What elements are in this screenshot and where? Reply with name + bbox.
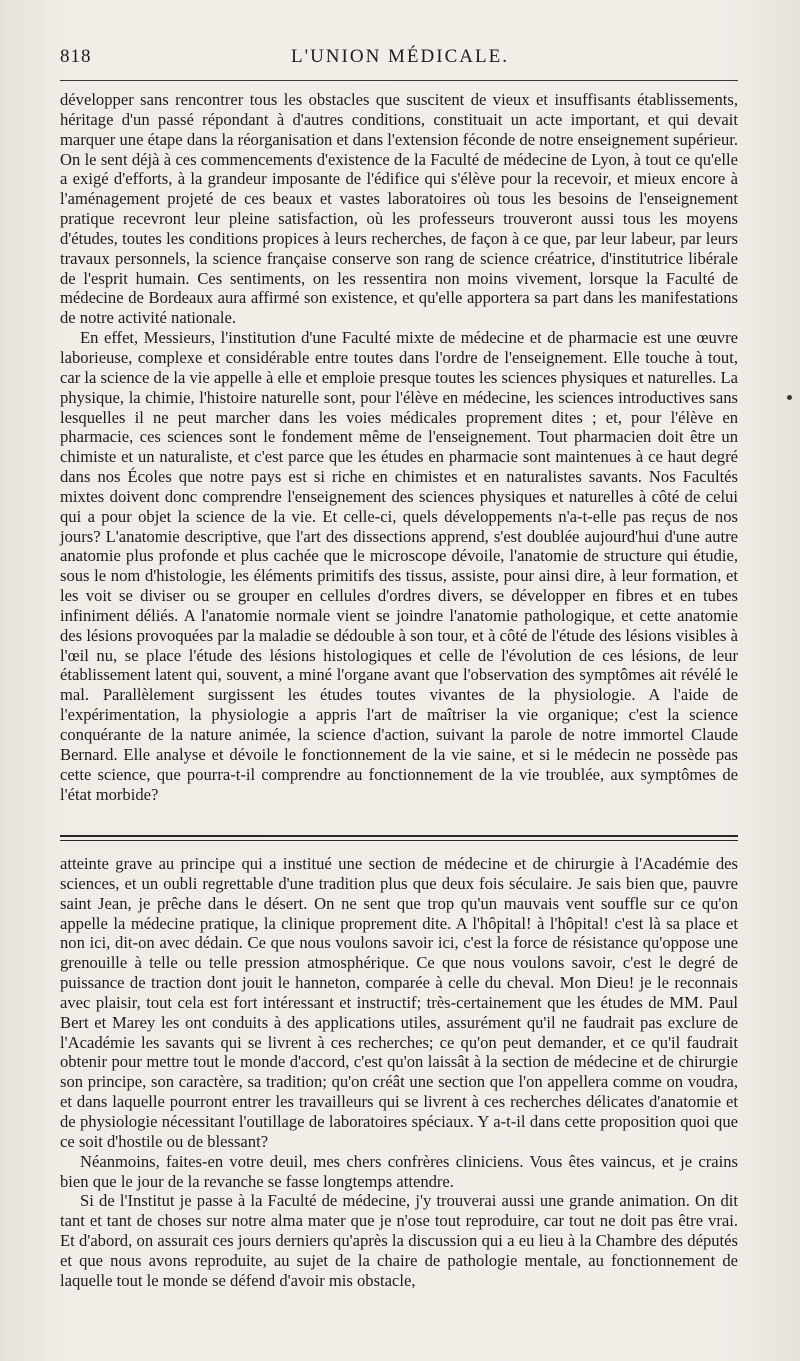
header-rule: [60, 80, 738, 81]
section-divider: [60, 835, 738, 844]
running-title: L'UNION MÉDICALE.: [291, 46, 509, 67]
paragraph: atteinte grave au principe qui a institué une section de médecine et de chirurgie à l'Académie des sciences, et un oubli regrettable d'une tradition plus que deux fois séculaire. Je sais bien que, pauvre saint Jean, je prêche dans le désert. On ne sent que trop qu'un mauvais vent souffle sur ce qu'on appelle la médecine pratique, la clinique proprement dite. A l'hôpital! à l'hôpital! c'est là sa place et non ici, dit-on avec dédain. Ce que nous voulons savoir ici, c'est la force de résistance qu'oppose une grenouille à telle ou telle pression atmosphérique. Ce que nous voulons savoir, c'est le degré de puissance de traction dont jouit le hanneton, comparée à celle du cheval. Mon Dieu! je le reconnais avec plaisir, tout cela est fort intéressant et instructif; très-certainement que les études de MM. Paul Bert et Marey les ont conduits à des applications utiles, assurément qu'il ne faudrait pas exclure de l'Académie les savants qui se livrent à ces recherches; ce qu'on peut demander, et ce qu'il faudrait obtenir pour mettre tout le monde d'accord, c'est qu'on laissât à la section de médecine et de chirurgie son principe, son caractère, sa tradition; qu'on créât une section que l'on appellera comme on voudra, et dans laquelle pourront entrer les travailleurs qui se livrent à ces recherches délicates d'anatomie et de physiologie nécessitant l'outillage de laboratoires spéciaux. Y a-t-il dans cette proposition quoi que ce soit d'hostile ou de blessant?: [60, 854, 738, 1151]
page-number: 818: [60, 46, 92, 67]
article-upper-section: [60, 90, 738, 804]
feuilleton-section: [60, 854, 738, 1291]
page-header: [60, 46, 740, 74]
margin-dot: [787, 395, 792, 400]
paragraph: développer sans rencontrer tous les obstacles que suscitent de vieux et insuffisants établissements, héritage d'un passé répondant à d'autres conditions, constituait un acte important, et qui devait marquer une étape dans la réorganisation et dans l'extension féconde de notre enseignement supérieur. On le sent déjà à ces commencements d'existence de la Faculté de médecine de Lyon, à tout ce qu'elle a exigé d'efforts, à la grandeur imposante de l'édifice qui s'élève pour la recevoir, et mieux encore à l'aménagement projeté de ces beaux et vastes laboratoires où tous les besoins de l'enseignement pratique recevront leur pleine satisfaction, où les professeurs trouveront aussi tous les moyens d'études, toutes les conditions propices à leurs recherches, de façon à ce que, par leur labeur, par leurs travaux personnels, la science française conserve son rang de science créatrice, d'institutrice libérale de l'esprit humain. Ces sentiments, on les ressentira non moins vivement, lorsque la Faculté de médecine de Bordeaux aura affirmé son existence, et qu'elle apportera sa part dans les manifestations de notre activité nationale.: [60, 90, 738, 328]
paragraph: En effet, Messieurs, l'institution d'une Faculté mixte de médecine et de pharmacie est une œuvre laborieuse, complexe et considérable entre toutes dans l'ordre de l'enseignement. Elle touche à tout, car la science de la vie appelle à elle et emploie presque toutes les sciences physiques et naturelles. La physique, la chimie, l'histoire naturelle sont, pour l'élève en médecine, les sciences introductives sans lesquelles il ne peut marcher dans les voies médicales proprement dites ; et, pour l'élève en pharmacie, ces sciences sont le fondement même de l'enseignement. Tout pharmacien doit être un chimiste et un naturaliste, et c'est parce que les études en pharmacie sont maintenues à ce haut degré dans nos Écoles que notre pays est si riche en chimistes et en naturalistes savants. Nos Facultés mixtes doivent donc comprendre l'enseignement des sciences physiques et naturelles à côté de celui qui a pour objet la science de la vie. Et celle-ci, quels développements n'a-t-elle pas reçus de nos jours? L'anatomie descriptive, que l'art des dissections apprend, s'est doublée aujourd'hui d'une autre anatomie plus profonde et plus cachée que le microscope dévoile, l'anatomie de structure qui étudie, sous le nom d'histologie, les éléments primitifs des tissus, assiste, pour ainsi dire, à leur formation, et les voit se diviser ou se grouper en cellules d'ordres divers, se développer en fibres et en tubes infiniment déliés. A l'anatomie normale vient se joindre l'anatomie pathologique, et cette anatomie des lésions provoquées par la maladie se dédouble à son tour, et à côté de l'étude des lésions visibles à l'œil nu, se place l'étude des lésions histologiques et celle de l'évolution de ces lésions, de leur établissement latent qui, souvent, a miné l'organe avant que l'observation des symptômes ait révélé le mal. Parallèlement surgissent les études toutes vivantes de la physiologie. A l'aide de l'expérimentation, la physiologie a appris l'art de maîtriser la vie organique; c'est la science conquérante de la nature animée, la science d'action, suivant la parole de notre immortel Claude Bernard. Elle analyse et dévoile le fonctionnement de la vie saine, et si le médecin ne possède pas cette science, que pourra-t-il comprendre au fonctionnement de la vie troublée, aux symptômes de l'état morbide?: [60, 328, 738, 804]
paragraph: Si de l'Institut je passe à la Faculté de médecine, j'y trouverai aussi une grande animation. On dit tant et tant de choses sur notre alma mater que je n'ose tout reproduire, car tout ne doit pas être vrai. Et d'abord, on assurait ces jours derniers qu'après la discussion qui a eu lieu à la Chambre des députés et que nous avons reproduite, au sujet de la chaire de pathologie mentale, au fonctionnement de laquelle tout le monde se défend d'avoir mis obstacle,: [60, 1191, 738, 1290]
paragraph: Néanmoins, faites-en votre deuil, mes chers confrères cliniciens. Vous êtes vaincus, et je crains bien que le jour de la revanche se fasse longtemps attendre.: [60, 1151, 738, 1191]
